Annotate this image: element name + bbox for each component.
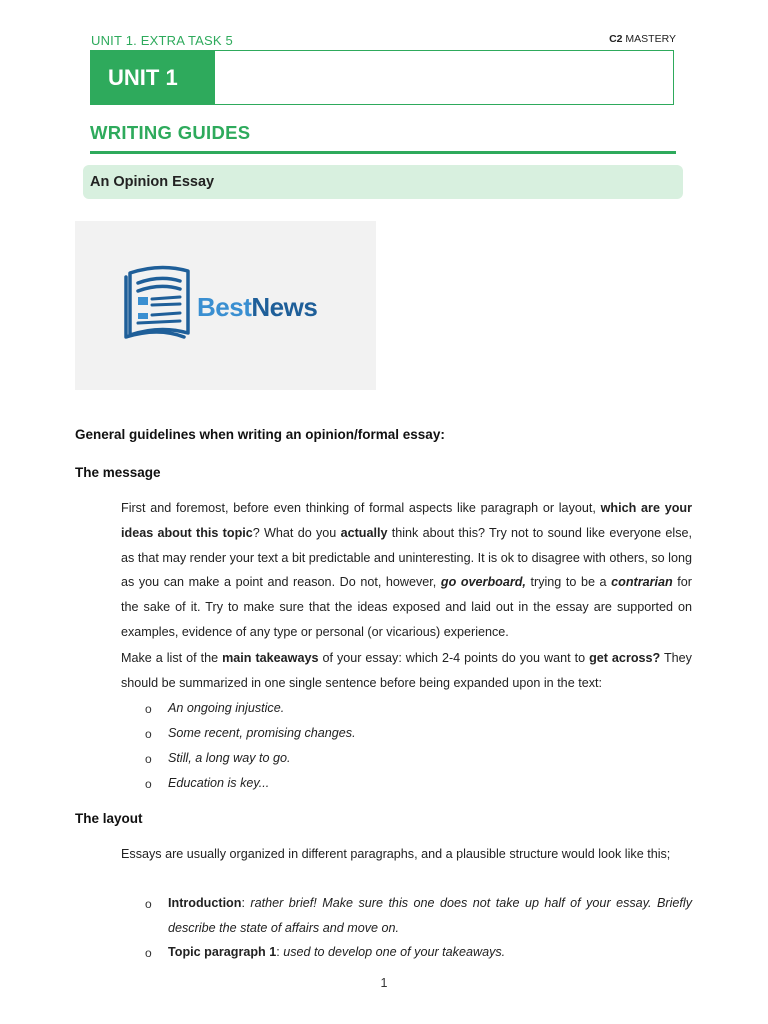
list-item: Some recent, promising changes. xyxy=(168,726,356,740)
subheading-bar: An Opinion Essay xyxy=(83,165,683,199)
running-header-unit: UNIT 1. EXTRA TASK 5 xyxy=(91,33,233,48)
section-title: WRITING GUIDES xyxy=(90,122,251,143)
guidelines-heading: General guidelines when writing an opinion/formal essay: xyxy=(75,427,445,442)
running-header-course: C2 MASTERY xyxy=(609,33,676,45)
section-divider xyxy=(90,151,676,154)
bullet-marker: o xyxy=(145,946,152,960)
message-paragraph: First and foremost, before even thinking of formal aspects like paragraph or layout, which are your ideas about this topic? What do you actually think about this? Try not to sound like everyone else, as that may render your text a bit predictable and uninteresting. It is ok to disagree with others, so long as you can make a point and reason. Do not, however, go overboard, trying to be a contrarian for the sake of it. Try to make sure that the ideas exposed and laid out in the essay are supported on examples, evidence of any type or personal (or vicarious) experience. xyxy=(121,501,693,639)
bullet-marker: o xyxy=(145,752,152,766)
list-item: Education is key... xyxy=(168,776,270,790)
newspaper-icon xyxy=(120,263,200,353)
list-item: Still, a long way to go. xyxy=(168,751,291,765)
list-item: Topic paragraph 1: used to develop one of your takeaways. xyxy=(168,945,506,959)
bestnews-logo-text: BestNews xyxy=(197,292,318,322)
list-item: Introduction: rather brief! Make sure this one does not take up half of your essay. Briefly describe the state of affairs and move on. xyxy=(168,896,692,935)
message-heading: The message xyxy=(75,465,161,480)
page-number: 1 xyxy=(380,976,388,990)
bullet-marker: o xyxy=(145,727,152,741)
unit-label: UNIT 1 xyxy=(90,50,215,105)
bullet-marker: o xyxy=(145,897,152,911)
bullet-marker: o xyxy=(145,702,152,716)
takeaways-paragraph: Make a list of the main takeaways of your essay: which 2-4 points do you want to get across? They should be summarized in one single sentence before being expanded upon in the text: xyxy=(121,651,692,690)
bullet-marker: o xyxy=(145,777,152,791)
layout-heading: The layout xyxy=(75,811,143,826)
list-item: An ongoing injustice. xyxy=(168,701,285,715)
layout-paragraph: Essays are usually organized in different paragraphs, and a plausible structure would look like this; xyxy=(121,847,671,861)
